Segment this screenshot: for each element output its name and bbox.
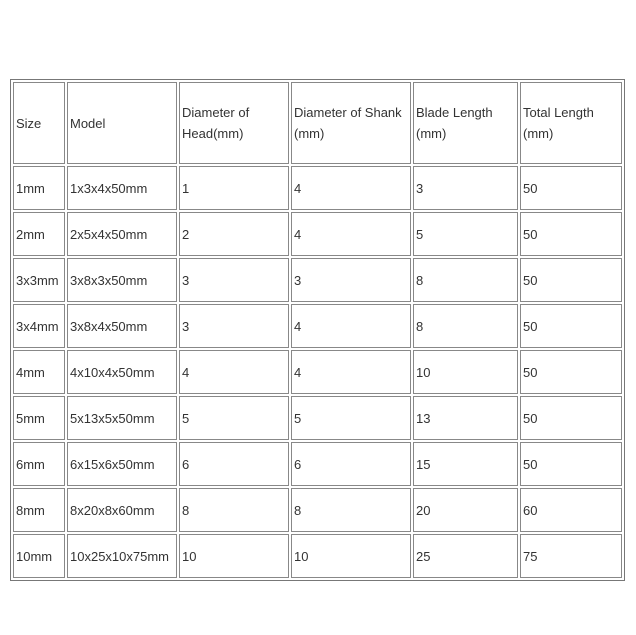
- cell-blade-length: 25: [413, 534, 518, 578]
- header-blade-length: Blade Length (mm): [413, 82, 518, 164]
- cell-head-diameter: 5: [179, 396, 289, 440]
- cell-size: 6mm: [13, 442, 65, 486]
- cell-shank-diameter: 4: [291, 212, 411, 256]
- cell-blade-length: 20: [413, 488, 518, 532]
- header-model: Model: [67, 82, 177, 164]
- cell-blade-length: 13: [413, 396, 518, 440]
- cell-model: 6x15x6x50mm: [67, 442, 177, 486]
- table-header-row: [13, 82, 622, 164]
- cell-blade-length: 10: [413, 350, 518, 394]
- table-row: [13, 350, 622, 394]
- cell-size: 3x4mm: [13, 304, 65, 348]
- cell-head-diameter: 10: [179, 534, 289, 578]
- table-row: [13, 258, 622, 302]
- cell-model: 4x10x4x50mm: [67, 350, 177, 394]
- cell-blade-length: 5: [413, 212, 518, 256]
- cell-total-length: 50: [520, 304, 622, 348]
- cell-head-diameter: 8: [179, 488, 289, 532]
- cell-shank-diameter: 5: [291, 396, 411, 440]
- table-row: [13, 534, 622, 578]
- cell-model: 3x8x4x50mm: [67, 304, 177, 348]
- cell-model: 5x13x5x50mm: [67, 396, 177, 440]
- cell-total-length: 50: [520, 258, 622, 302]
- cell-total-length: 50: [520, 396, 622, 440]
- cell-total-length: 75: [520, 534, 622, 578]
- cell-total-length: 50: [520, 350, 622, 394]
- cell-total-length: 50: [520, 442, 622, 486]
- cell-blade-length: 3: [413, 166, 518, 210]
- cell-model: 8x20x8x60mm: [67, 488, 177, 532]
- cell-head-diameter: 2: [179, 212, 289, 256]
- cell-head-diameter: 4: [179, 350, 289, 394]
- table-row: [13, 166, 622, 210]
- cell-model: 1x3x4x50mm: [67, 166, 177, 210]
- cell-shank-diameter: 4: [291, 350, 411, 394]
- cell-head-diameter: 3: [179, 304, 289, 348]
- cell-shank-diameter: 8: [291, 488, 411, 532]
- table-row: [13, 396, 622, 440]
- cell-blade-length: 8: [413, 258, 518, 302]
- cell-size: 1mm: [13, 166, 65, 210]
- cell-model: 3x8x3x50mm: [67, 258, 177, 302]
- spec-table: [10, 79, 625, 581]
- cell-blade-length: 15: [413, 442, 518, 486]
- cell-shank-diameter: 4: [291, 166, 411, 210]
- cell-total-length: 60: [520, 488, 622, 532]
- cell-size: 10mm: [13, 534, 65, 578]
- cell-shank-diameter: 4: [291, 304, 411, 348]
- cell-shank-diameter: 10: [291, 534, 411, 578]
- cell-shank-diameter: 3: [291, 258, 411, 302]
- table-row: [13, 442, 622, 486]
- cell-total-length: 50: [520, 166, 622, 210]
- cell-size: 2mm: [13, 212, 65, 256]
- cell-size: 4mm: [13, 350, 65, 394]
- header-head-diameter: Diameter of Head(mm): [179, 82, 289, 164]
- cell-head-diameter: 3: [179, 258, 289, 302]
- cell-size: 3x3mm: [13, 258, 65, 302]
- cell-head-diameter: 1: [179, 166, 289, 210]
- spec-table-container: [10, 79, 625, 581]
- table-row: [13, 488, 622, 532]
- cell-size: 5mm: [13, 396, 65, 440]
- table-row: [13, 304, 622, 348]
- cell-head-diameter: 6: [179, 442, 289, 486]
- cell-size: 8mm: [13, 488, 65, 532]
- cell-total-length: 50: [520, 212, 622, 256]
- cell-model: 2x5x4x50mm: [67, 212, 177, 256]
- header-shank-diameter: Diameter of Shank (mm): [291, 82, 411, 164]
- cell-blade-length: 8: [413, 304, 518, 348]
- cell-shank-diameter: 6: [291, 442, 411, 486]
- header-size: Size: [13, 82, 65, 164]
- table-row: [13, 212, 622, 256]
- header-total-length: Total Length (mm): [520, 82, 622, 164]
- cell-model: 10x25x10x75mm: [67, 534, 177, 578]
